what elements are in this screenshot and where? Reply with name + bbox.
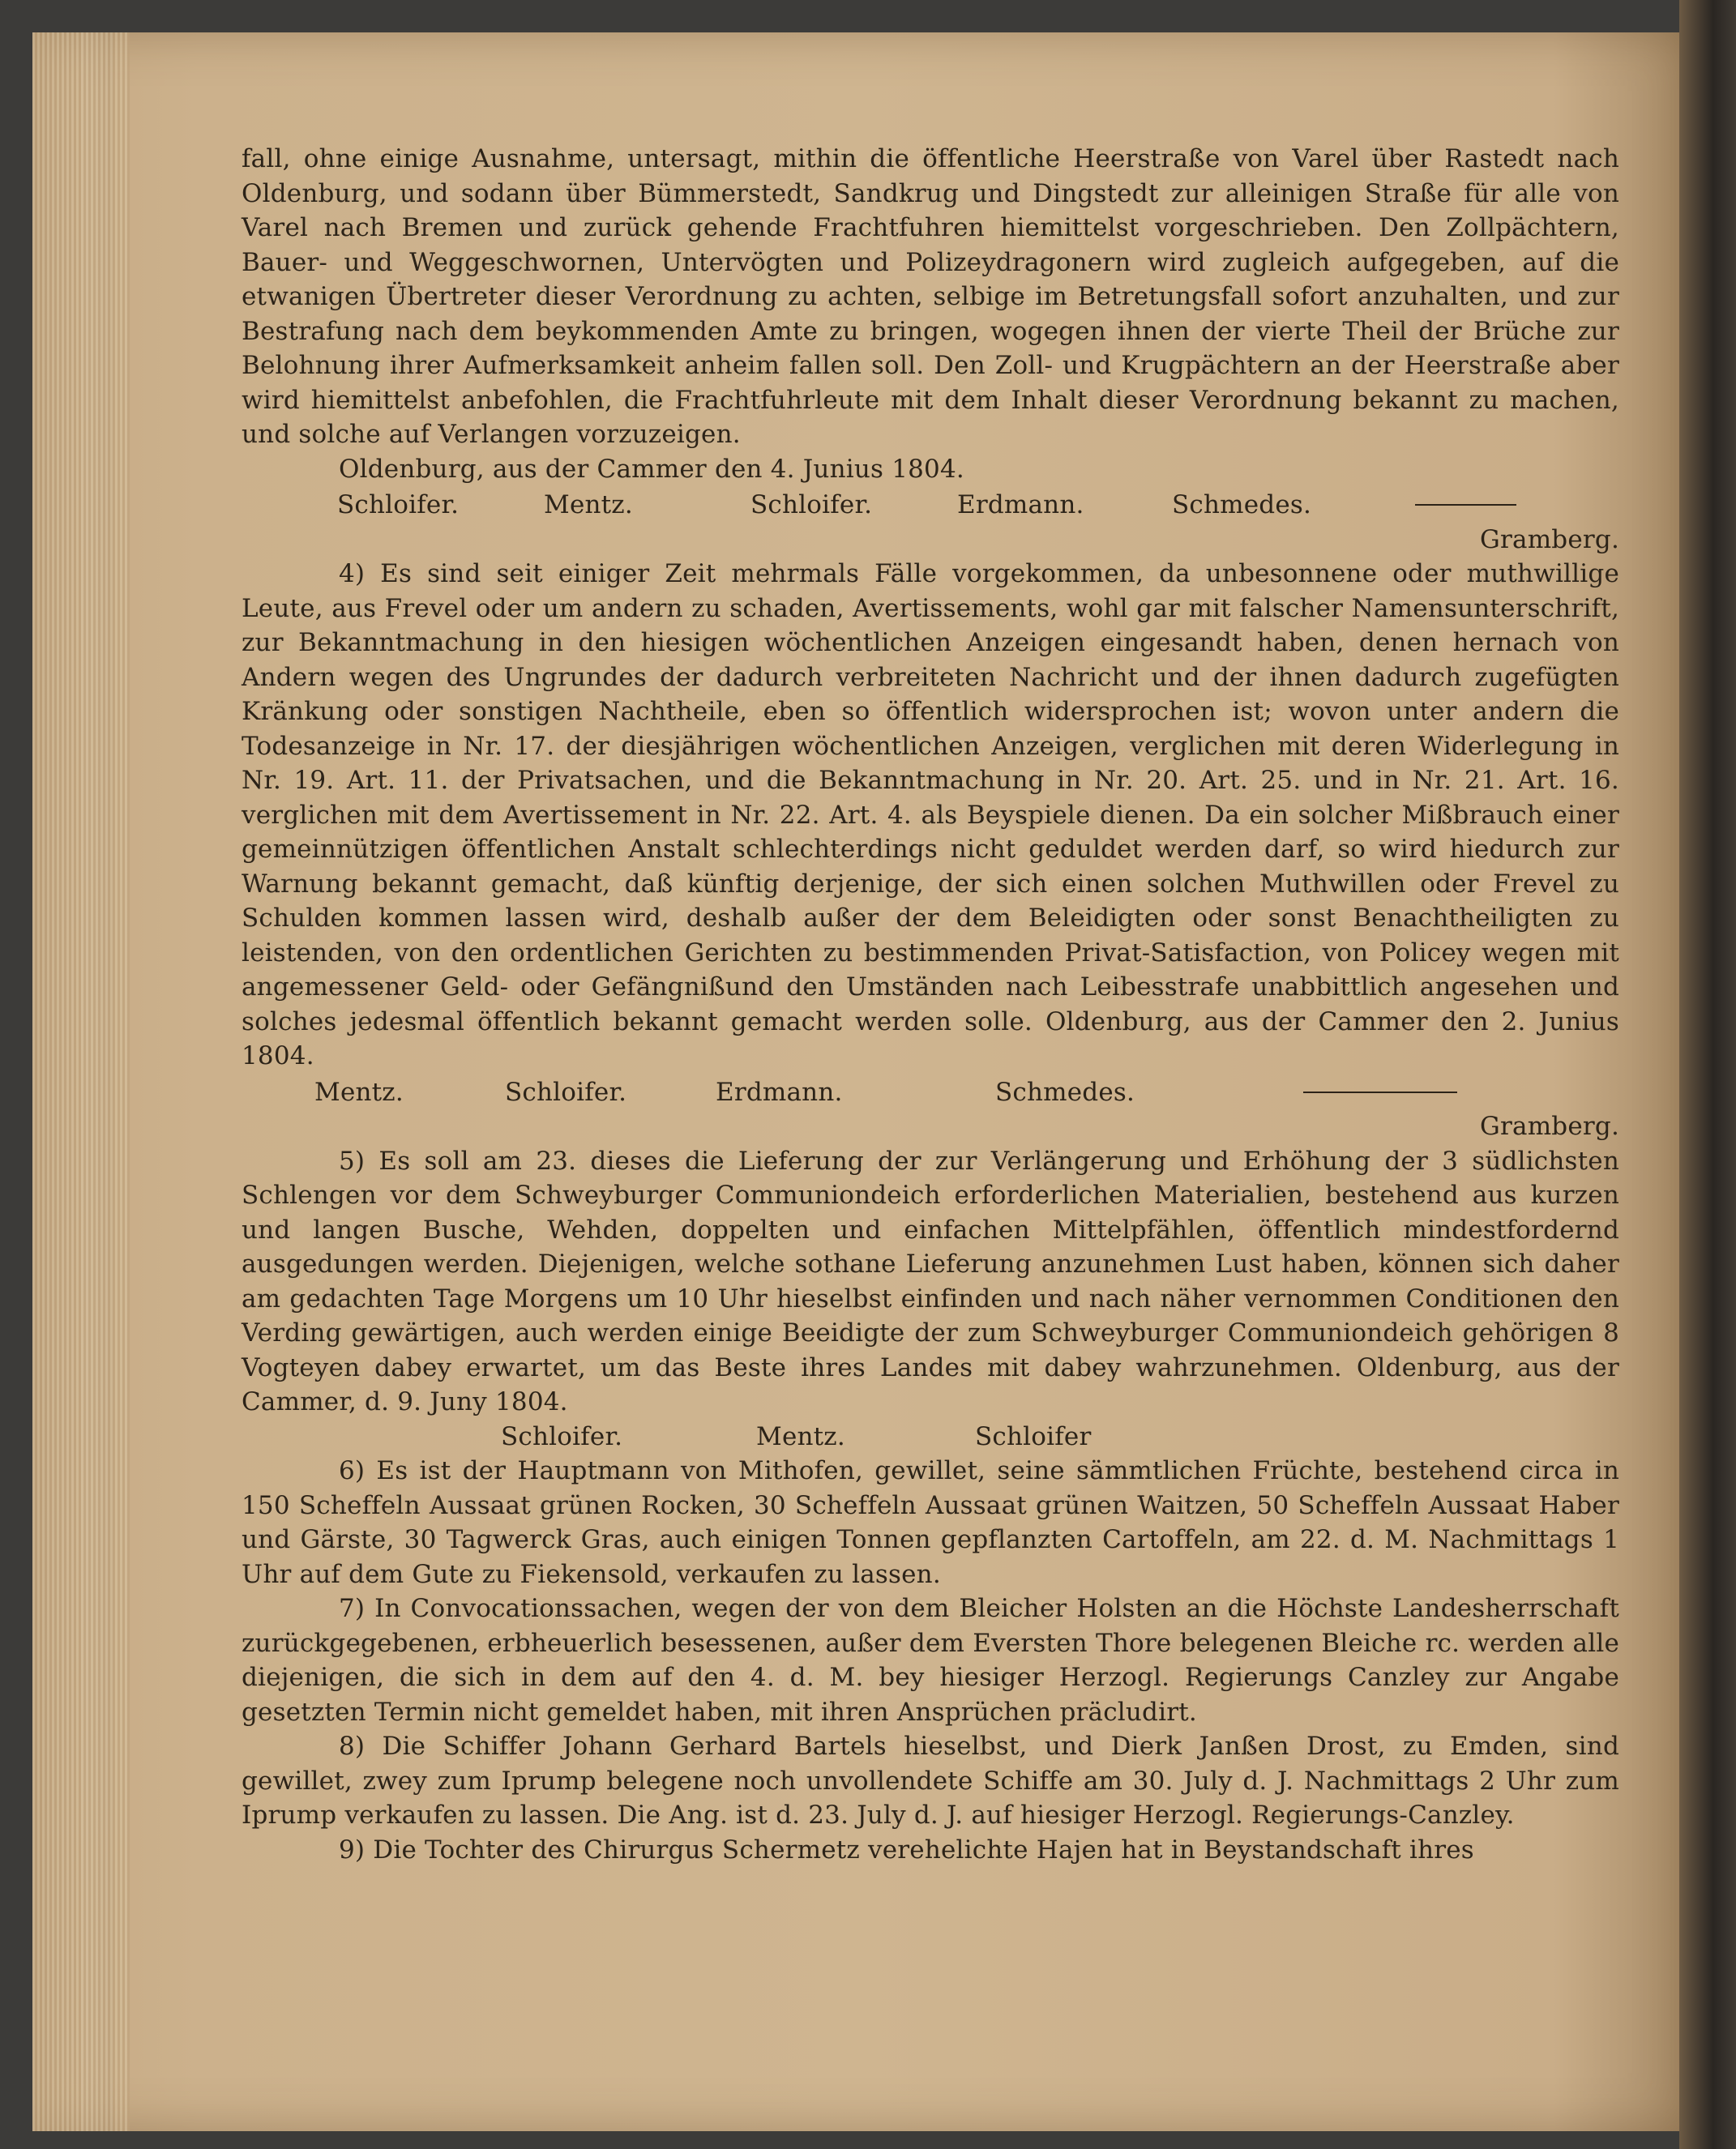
- signature-line-1: [242, 488, 1619, 523]
- paragraph-5: 5) Es soll am 23. dieses die Lieferung der zur Verlängerung und Erhöhung der 3 südlichsten Schlengen vor dem Schweyburger Communiondeich erforderlichen Materialien, bestehend aus kurzen und langen Busche, Wehden, doppelten und einfachen Mittelpfählen, öffentlich mindestfordernd ausgedungen werden. Diejenigen, welche sothane Lieferung anzunehmen Lust haben, können sich daher am gedachten Tage Morgens um 10 Uhr hieselbst einfinden und nach näher vernommen Conditionen den Verding gewärtigen, auch werden einige Beeidigte der zum Schweyburger Communiondeich gehörigen 8 Vogteyen dabey erwartet, um das Beste ihres Landes mit dabey wahrzunehmen. Oldenburg, aus der Cammer, d. 9. Juny 1804.: [242, 1146, 1619, 1416]
- signature-name: Schloifer.: [505, 1077, 627, 1107]
- signature-line-2: [242, 1075, 1619, 1110]
- signature-gramberg: Gramberg.: [1480, 524, 1619, 554]
- signature-name: Schloifer.: [750, 490, 873, 519]
- signature-name: Schloifer: [975, 1421, 1092, 1451]
- paragraph-6: 6) Es ist der Hauptmann von Mithofen, gewillet, seine sämmtlichen Früchte, bestehend circa in 150 Scheffeln Aussaat grünen Rocken, 30 Scheffeln Aussaat grünen Waitzen, 50 Scheffeln Aussaat Haber und Gärste, 30 Tagwerck Gras, auch einigen Tonnen gepflanzten Cartoffeln, am 22. d. M. Nachmittags 1 Uhr auf dem Gute zu Fiekensold, verkaufen zu lassen.: [242, 1456, 1619, 1589]
- signature-name: Schmedes.: [995, 1077, 1135, 1107]
- paragraph-3-end: fall, ohne einige Ausnahme, untersagt, mithin die öffentliche Heerstraße von Varel über Rastedt nach Oldenburg, und sodann über Bümmerstedt, Sandkrug und Dingstedt zur alleinigen Straße für alle von Varel nach Bremen und zurück gehende Frachtfuhren hiemittelst vorgeschrieben. Den Zollpächtern, Bauer- und Weggeschwornen, Untervögten und Polizeydragonern wird zugleich aufgegeben, auf die etwanigen Übertreter dieser Verordnung zu achten, selbige im Betretungsfall sofort anzuhalten, und zur Bestrafung nach dem beykommenden Amte zu bringen, wogegen ihnen der vierte Theil der Brüche zur Belohnung ihrer Aufmerksamkeit anheim fallen soll. Den Zoll- und Krugpächtern an der Heerstraße aber wird hiemittelst anbefohlen, die Frachtfuhrleute mit dem Inhalt dieser Verordnung bekannt zu machen, und solche auf Verlangen vorzuzeigen.: [242, 144, 1619, 449]
- date-line: Oldenburg, aus der Cammer den 4. Junius 1804.: [339, 454, 964, 484]
- signature-name: Mentz.: [314, 1077, 404, 1107]
- page-edges: [32, 32, 130, 2131]
- signature-gramberg: Gramberg.: [1480, 1112, 1619, 1141]
- signature-dash: [1303, 1092, 1457, 1093]
- signature-name: Schloifer.: [337, 490, 460, 519]
- paragraph-7: 7) In Convocationssachen, wegen der von dem Bleicher Holsten an die Höchste Landesherrschaft zurückgegebenen, erbheuerlich besessenen, außer dem Eversten Thore belegenen Bleiche rc. werden alle diejenigen, die sich in dem auf den 4. d. M. bey hiesiger Herzogl. Regierungs Canzley zur Angabe gesetzten Termin nicht gemeldet haben, mit ihren Ansprüchen präcludirt.: [242, 1594, 1619, 1727]
- signature-name: Mentz.: [544, 490, 633, 519]
- paragraph-4: 4) Es sind seit einiger Zeit mehrmals Fälle vorgekommen, da unbesonnene oder muthwillige Leute, aus Frevel oder um andern zu schaden, Avertissements, wohl gar mit falscher Namensunterschrift, zur Bekanntmachung in den hiesigen wöchentlichen Anzeigen eingesandt haben, denen hernach von Andern wegen des Ungrundes der dadurch verbreiteten Nachricht und der ihnen dadurch zugefügten Kränkung oder sonstigen Nachtheile, eben so öffentlich widersprochen ist; wovon unter andern die Todesanzeige in Nr. 17. der diesjährigen wöchentlichen Anzeigen, verglichen mit deren Widerlegung in Nr. 19. Art. 11. der Privatsachen, und die Bekanntmachung in Nr. 20. Art. 25. und in Nr. 21. Art. 16. verglichen mit dem Avertissement in Nr. 22. Art. 4. als Beyspiele dienen. Da ein solcher Mißbrauch einer gemeinnützigen öffentlichen Anstalt schlechterdings nicht geduldet werden darf, so wird hiedurch zur Warnung bekannt gemacht, daß künftig derjenige, der sich einen solchen Muthwillen oder Frevel zu Schulden kommen lassen wird, deshalb außer der dem Beleidigten oder sonst Benachtheiligten zu leistenden, von den ordentlichen Gerichten zu bestimmenden Privat-Satisfaction, von Policey wegen mit angemessener Geld- oder Gefängnißund den Umständen nach Leibesstrafe unabbittlich angesehen und solches jedesmal öffentlich bekannt gemacht werden solle. Oldenburg, aus der Cammer den 2. Junius 1804.: [242, 559, 1619, 1070]
- signature-line-3: [242, 1420, 1619, 1455]
- page-text: [242, 142, 1619, 1867]
- signature-name: Mentz.: [756, 1421, 845, 1451]
- signature-name: Erdmann.: [957, 490, 1084, 519]
- signature-name: Schloifer.: [501, 1421, 623, 1451]
- book-gutter: [1679, 0, 1736, 2149]
- paragraph-9: 9) Die Tochter des Chirurgus Schermetz verehelichte Hajen hat in Beystandschaft ihres: [339, 1835, 1474, 1865]
- signature-dash: [1415, 504, 1516, 506]
- signature-name: Schmedes.: [1172, 490, 1312, 519]
- signature-name: Erdmann.: [716, 1077, 843, 1107]
- paragraph-8: 8) Die Schiffer Johann Gerhard Bartels hieselbst, und Dierk Janßen Drost, zu Emden, sind gewillet, zwey zum Iprump belegene noch unvollendete Schiffe am 30. July d. J. Nachmittags 2 Uhr zum Iprump verkaufen zu lassen. Die Ang. ist d. 23. July d. J. auf hiesiger Herzogl. Regierungs-Canzley.: [242, 1732, 1619, 1830]
